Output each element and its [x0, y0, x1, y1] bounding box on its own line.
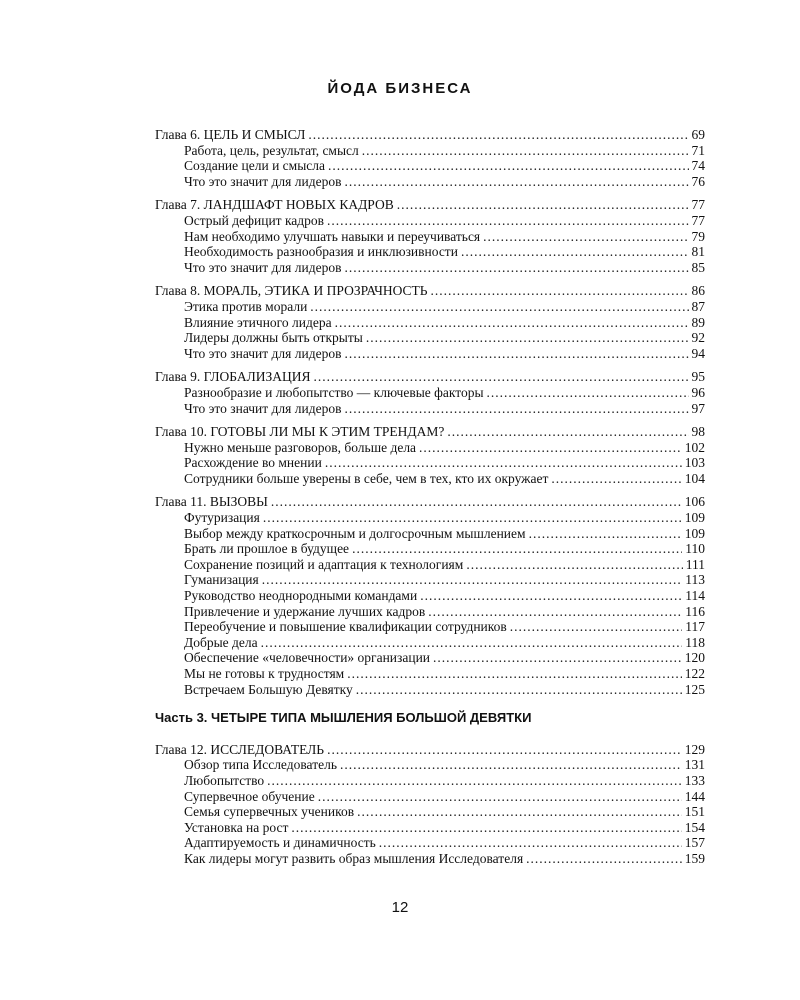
toc-entry-page: 131 — [684, 757, 705, 773]
toc-entry-title: Футуризация — [184, 510, 260, 526]
toc-entry-title: Супервечное обучение — [184, 788, 315, 804]
toc-entry-page: 95 — [691, 369, 705, 385]
toc-entry-title: Глава 11. ВЫЗОВЫ — [155, 494, 268, 510]
toc-entry-title: Лидеры должны быть открыты — [184, 330, 363, 346]
toc-entry-title: Острый дефицит кадров — [184, 212, 325, 228]
leader-dots — [447, 424, 688, 440]
section-entry — [155, 773, 705, 789]
toc-entry-page: 89 — [691, 314, 705, 330]
toc-entry-title: Нам необходимо улучшать навыки и переучиваться — [184, 228, 481, 244]
page-number: 12 — [391, 899, 409, 916]
toc-entry-page: 117 — [685, 619, 705, 635]
toc-entry-page: 110 — [685, 541, 705, 557]
leader-dots — [483, 229, 688, 245]
section-entry — [155, 804, 705, 820]
toc-entry-page: 113 — [685, 572, 705, 588]
section-entry — [155, 541, 705, 557]
section-entry — [155, 440, 705, 456]
toc-entry-page: 111 — [685, 556, 705, 572]
toc-entry-page: 118 — [685, 634, 705, 650]
toc-entry-page: 151 — [684, 804, 705, 820]
leader-dots — [335, 315, 689, 331]
leader-dots — [420, 588, 682, 604]
leader-dots — [419, 440, 682, 456]
toc-entry-title: Необходимость разнообразия и инклюзивности — [184, 244, 458, 260]
toc-entry-page: 116 — [685, 603, 705, 619]
leader-dots — [263, 510, 682, 526]
toc-entry-title: Что это значит для лидеров — [184, 259, 342, 275]
leader-dots — [310, 299, 688, 315]
section-entry — [155, 330, 705, 346]
leader-dots — [397, 197, 689, 213]
toc-entry-page: 102 — [684, 439, 705, 455]
toc-chapter — [155, 494, 705, 697]
leader-dots — [318, 789, 682, 805]
leader-dots — [487, 385, 689, 401]
toc-entry-page: 96 — [691, 384, 705, 400]
toc-entry-title: Глава 9. ГЛОБАЛИЗАЦИЯ — [155, 369, 311, 385]
chapter-heading — [155, 369, 705, 385]
toc-entry-page: 109 — [684, 525, 705, 541]
toc-entry-title: Обзор типа Исследователь — [184, 757, 337, 773]
toc-entry-page: 159 — [684, 850, 705, 866]
part-title: Часть 3. ЧЕТЫРЕ ТИПА МЫШЛЕНИЯ БОЛЬШОЙ ДЕВЯТКИ — [155, 710, 532, 726]
toc-entry-page: 87 — [691, 298, 705, 314]
toc-chapter — [155, 283, 705, 361]
toc-chapter — [155, 742, 705, 867]
toc-entry-title: Разнообразие и любопытство — ключевые факторы — [184, 384, 484, 400]
toc-entry-page: 92 — [691, 330, 705, 346]
section-entry — [155, 455, 705, 471]
toc-entry-page: 98 — [691, 424, 705, 440]
leader-dots — [344, 346, 688, 362]
section-entry — [155, 471, 705, 487]
leader-dots — [510, 619, 682, 635]
leader-dots — [340, 757, 682, 773]
toc-chapter — [155, 197, 705, 275]
section-entry — [155, 789, 705, 805]
chapter-heading — [155, 283, 705, 299]
toc-entry-title: Глава 6. ЦЕЛЬ И СМЫСЛ — [155, 127, 306, 142]
toc-entry-page: 106 — [684, 494, 705, 510]
toc-entry-title: Глава 8. МОРАЛЬ, ЭТИКА И ПРОЗРАЧНОСТЬ — [155, 283, 428, 299]
section-entry — [155, 158, 705, 174]
leader-dots — [526, 851, 682, 867]
toc-entry-title: Что это значит для лидеров — [184, 345, 342, 361]
toc-chapter — [155, 424, 705, 486]
toc-entry-page: 104 — [684, 470, 705, 486]
toc-entry-title: Привлечение и удержание лучших кадров — [184, 603, 426, 619]
chapter-heading — [155, 127, 705, 143]
leader-dots — [267, 773, 682, 789]
leader-dots — [366, 330, 689, 346]
section-entry — [155, 385, 705, 401]
toc-entry-title: Любопытство — [184, 772, 265, 788]
toc-entry-title: Добрые дела — [184, 634, 258, 650]
section-entry — [155, 820, 705, 836]
toc-entry-page: 77 — [691, 197, 705, 213]
toc-chapter — [155, 369, 705, 416]
table-of-contents — [155, 127, 705, 875]
toc-entry-title: Что это значит для лидеров — [184, 400, 342, 416]
toc-entry-title: Сохранение позиций и адаптация к технологиям — [184, 556, 464, 572]
leader-dots — [433, 650, 682, 666]
toc-entry-page: 79 — [691, 228, 705, 244]
leader-dots — [344, 401, 688, 417]
section-entry — [155, 143, 705, 159]
section-entry — [155, 572, 705, 588]
section-entry — [155, 604, 705, 620]
toc-entry-page: 109 — [684, 510, 705, 526]
toc-entry-title: Мы не готовы к трудностям — [184, 666, 345, 681]
section-entry — [155, 557, 705, 573]
section-entry — [155, 526, 705, 542]
leader-dots — [352, 541, 682, 557]
leader-dots — [431, 283, 689, 299]
section-entry — [155, 315, 705, 331]
toc-entry-page: 71 — [691, 142, 705, 158]
toc-entry-page: 103 — [684, 455, 705, 471]
leader-dots — [344, 174, 688, 190]
leader-dots — [357, 804, 682, 820]
toc-entry-page: 120 — [684, 650, 705, 666]
chapter-heading — [155, 742, 705, 758]
toc-entry-title: Этика против морали — [184, 298, 308, 314]
toc-entry-title: Создание цели и смысла — [184, 158, 325, 174]
toc-entry-page: 133 — [684, 772, 705, 788]
leader-dots — [314, 369, 689, 385]
toc-entry-page: 85 — [691, 259, 705, 275]
leader-dots — [356, 682, 682, 698]
toc-entry-page: 114 — [685, 588, 705, 604]
leader-dots — [327, 213, 688, 229]
leader-dots — [261, 635, 683, 651]
toc-entry-title: Влияние этичного лидера — [184, 314, 332, 330]
toc-entry-title: Глава 10. ГОТОВЫ ЛИ МЫ К ЭТИМ ТРЕНДАМ? — [155, 424, 445, 440]
toc-entry-title: Обеспечение «человечности» организации — [184, 650, 431, 666]
leader-dots — [461, 244, 689, 260]
section-entry — [155, 635, 705, 651]
chapter-heading — [155, 197, 705, 213]
toc-entry-page: 76 — [691, 173, 705, 189]
section-entry — [155, 299, 705, 315]
toc-entry-title: Семья супервечных учеников — [184, 804, 355, 820]
toc-entry-title: Нужно меньше разговоров, больше дела — [184, 439, 417, 455]
chapter-heading — [155, 494, 705, 510]
section-entry — [155, 588, 705, 604]
toc-entry-page: 69 — [691, 127, 705, 142]
leader-dots — [529, 526, 682, 542]
toc-entry-page: 77 — [691, 212, 705, 228]
toc-entry-title: Установка на рост — [184, 819, 289, 835]
toc-entry-title: Гуманизация — [184, 572, 259, 588]
toc-entry-page: 122 — [684, 666, 705, 681]
leader-dots — [344, 260, 688, 276]
section-entry — [155, 244, 705, 260]
toc-entry-page: 154 — [684, 819, 705, 835]
toc-entry-title: Брать ли прошлое в будущее — [184, 541, 350, 557]
toc-entry-title: Глава 12. ИССЛЕДОВАТЕЛЬ — [155, 741, 325, 757]
toc-entry-page: 144 — [684, 788, 705, 804]
leader-dots — [379, 835, 682, 851]
section-entry — [155, 401, 705, 417]
toc-entry-page: 74 — [691, 158, 705, 174]
leader-dots — [291, 820, 681, 836]
toc-entry-title: Работа, цель, результат, смысл — [184, 142, 359, 158]
toc-entry-page: 81 — [691, 244, 705, 260]
section-entry — [155, 666, 705, 682]
leader-dots — [308, 127, 688, 143]
section-entry — [155, 260, 705, 276]
toc-chapter — [155, 127, 705, 189]
section-entry — [155, 213, 705, 229]
leader-dots — [551, 471, 681, 487]
toc-entry-title: Расхождение во мнении — [184, 455, 322, 471]
section-entry — [155, 346, 705, 362]
leader-dots — [347, 666, 682, 682]
toc-entry-page: 97 — [691, 400, 705, 416]
toc-entry-title: Адаптируемость и динамичность — [184, 835, 376, 851]
section-entry — [155, 510, 705, 526]
toc-entry-page: 157 — [684, 835, 705, 851]
toc-entry-title: Переобучение и повышение квалификации сотрудников — [184, 619, 507, 635]
leader-dots — [466, 557, 682, 573]
section-entry — [155, 650, 705, 666]
toc-entry-title: Выбор между краткосрочным и долгосрочным мышлением — [184, 525, 526, 541]
toc-entry-title: Сотрудники больше уверены в себе, чем в тех, кто их окружает — [184, 470, 549, 486]
toc-entry-title: Что это значит для лидеров — [184, 173, 342, 189]
section-entry — [155, 757, 705, 773]
chapter-heading — [155, 424, 705, 440]
toc-entry-title: Руководство неоднородными командами — [184, 588, 418, 604]
leader-dots — [325, 455, 682, 471]
toc-entry-page: 125 — [684, 681, 705, 697]
toc-entry-page: 86 — [691, 283, 705, 299]
toc-entry-title: Встречаем Большую Девятку — [184, 681, 353, 697]
leader-dots — [328, 158, 689, 174]
section-entry — [155, 835, 705, 851]
leader-dots — [362, 143, 689, 159]
section-entry — [155, 229, 705, 245]
running-head: ЙОДА БИЗНЕСА — [327, 80, 473, 97]
section-entry — [155, 682, 705, 698]
leader-dots — [271, 494, 682, 510]
leader-dots — [428, 604, 682, 620]
section-entry — [155, 851, 705, 867]
leader-dots — [327, 742, 682, 758]
toc-entry-page: 94 — [691, 345, 705, 361]
toc-entry-title: Как лидеры могут развить образ мышления Исследователя — [184, 850, 524, 866]
section-entry — [155, 619, 705, 635]
section-entry — [155, 174, 705, 190]
toc-entry-page: 129 — [684, 741, 705, 757]
leader-dots — [262, 572, 683, 588]
toc-entry-title: Глава 7. ЛАНДШАФТ НОВЫХ КАДРОВ — [155, 197, 394, 213]
